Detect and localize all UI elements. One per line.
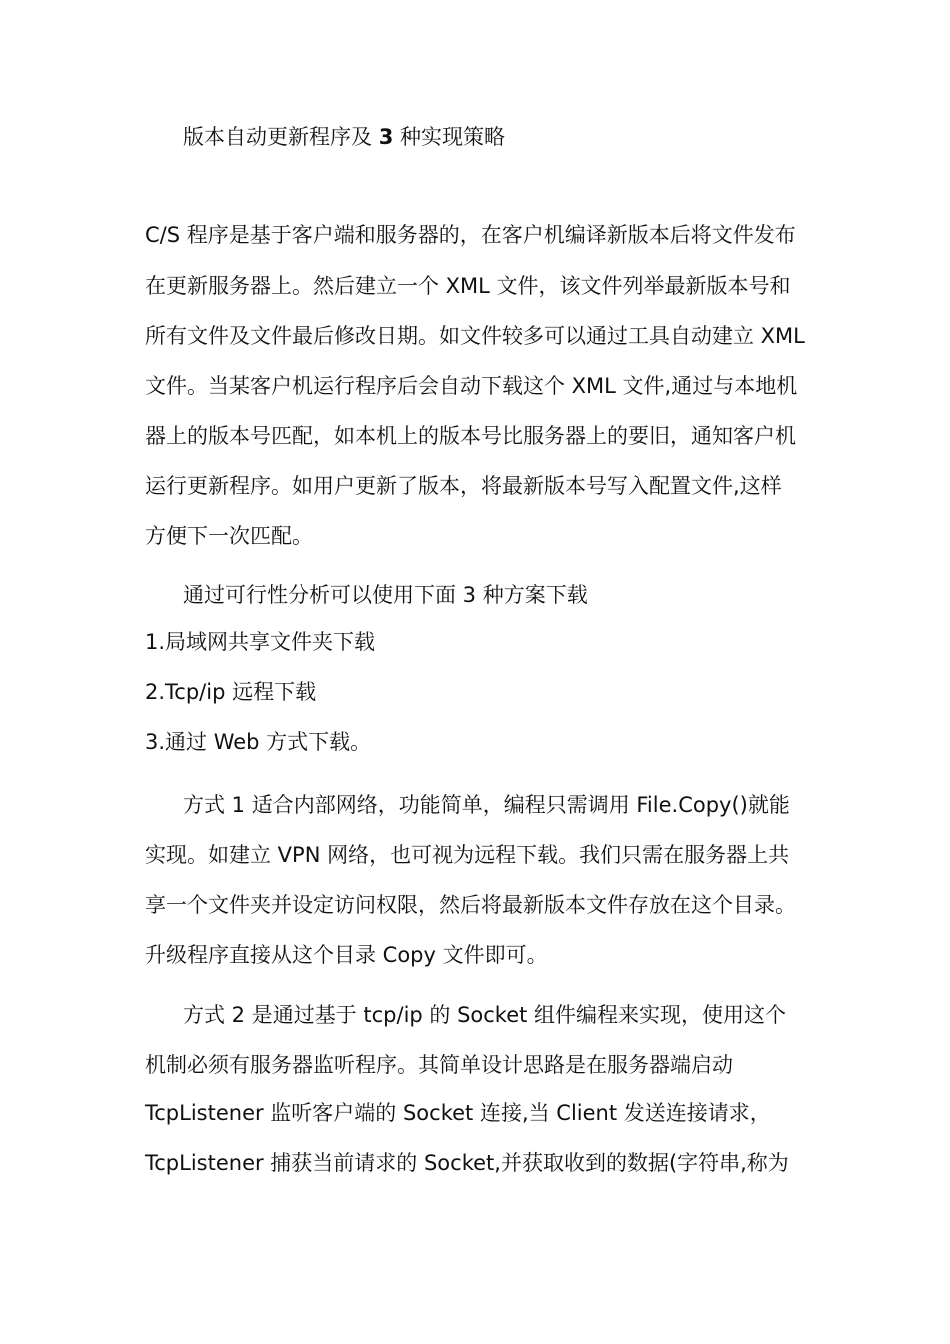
paragraph2-line: 实现。如建立 VPN 网络，也可视为远程下载。我们只需在服务器上共 — [145, 843, 790, 867]
title-number: 3 — [378, 125, 394, 149]
list-item: 2.Tcp/ip 远程下载 — [145, 680, 317, 704]
paragraph3-line: 机制必须有服务器监听程序。其简单设计思路是在服务器端启动 — [145, 1053, 733, 1077]
paragraph3-line: 方式 2 是通过基于 tcp/ip 的 Socket 组件编程来实现，使用这个 — [183, 1003, 787, 1027]
list-item: 3.通过 Web 方式下载。 — [145, 730, 372, 754]
paragraph2-line: 享一个文件夹并设定访问权限，然后将最新版本文件存放在这个目录。 — [145, 893, 796, 917]
paragraph1-line: 器上的版本号匹配，如本机上的版本号比服务器上的要旧，通知客户机 — [145, 424, 796, 448]
paragraph2-line: 方式 1 适合内部网络，功能简单，编程只需调用 File.Copy()就能 — [183, 793, 790, 817]
paragraph1-line: 所有文件及文件最后修改日期。如文件较多可以通过工具自动建立 XML — [145, 324, 805, 348]
paragraph1-line: 文件。当某客户机运行程序后会自动下载这个 XML 文件,通过与本地机 — [145, 374, 798, 398]
paragraph1-line: 在更新服务器上。然后建立一个 XML 文件，该文件列举最新版本号和 — [145, 274, 791, 298]
intro-line: 通过可行性分析可以使用下面 3 种方案下载 — [183, 583, 588, 607]
list-item: 1.局域网共享文件夹下载 — [145, 630, 376, 654]
title-suffix: 种实现策略 — [400, 125, 505, 149]
paragraph1-line: 方便下一次匹配。 — [145, 524, 313, 548]
paragraph1-line: C/S 程序是基于客户端和服务器的，在客户机编译新版本后将文件发布 — [145, 223, 796, 247]
title-prefix: 版本自动更新程序及 — [183, 125, 372, 149]
document-title — [183, 127, 505, 148]
paragraph3-line: TcpListener 捕获当前请求的 Socket,并获取收到的数据(字符串,称为 — [145, 1151, 789, 1175]
paragraph3-line: TcpListener 监听客户端的 Socket 连接,当 Client 发送连接请求， — [145, 1101, 771, 1125]
paragraph2-line: 升级程序直接从这个目录 Copy 文件即可。 — [145, 943, 548, 967]
paragraph1-line: 运行更新程序。如用户更新了版本，将最新版本号写入配置文件,这样 — [145, 474, 782, 498]
